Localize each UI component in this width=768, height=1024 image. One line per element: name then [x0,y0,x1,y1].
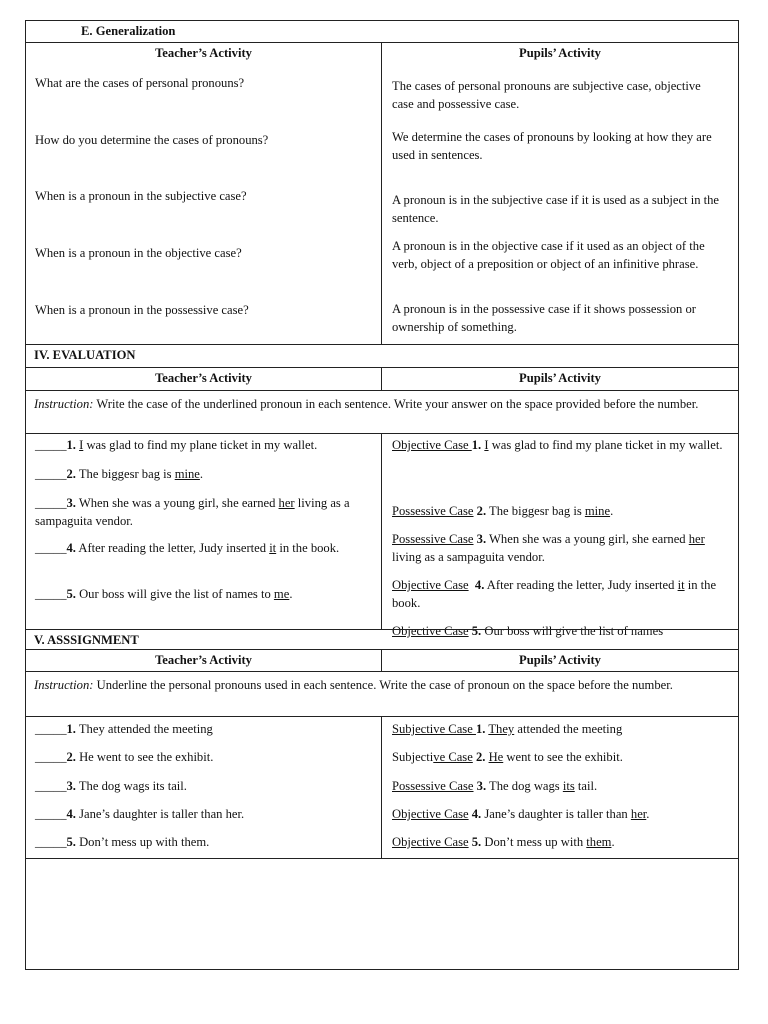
assignment-instruction [26,671,738,716]
evaluation-answers [382,434,738,638]
assign-question-4: _____4. Jane’s daughter is taller than her. [35,807,245,821]
assign-question-3: _____3. The dog wags its tail. [35,779,187,793]
instruction-label: Instruction: [34,678,94,692]
assign-answer-3: Possessive Case 3. The dog wags its tail. [392,779,598,793]
eval-answer-5: Objective Case 5. Our boss will give the list of names [392,624,664,638]
assignment-header-row [26,649,738,671]
assignment-items-row [26,716,738,859]
eval-question-1: _____1. I was glad to find my plane ticket in my wallet. [35,438,318,452]
teacher-activity-header: Teacher’s Activity [26,368,382,390]
assign-question-1: _____1. They attended the meeting [35,722,213,736]
answer-5: A pronoun is in the possessive case if it shows possession or ownership of something. [392,302,696,334]
question-1: What are the cases of personal pronouns? [35,76,245,90]
evaluation-title: IV. EVALUATION [26,344,738,367]
teacher-questions [26,66,382,344]
eval-answer-2: Possessive Case 2. The biggesr bag is mine. [392,504,614,518]
eval-answer-4: Objective Case 4. After reading the letter, Judy inserted it in the book. [392,578,717,610]
instruction-label: Instruction: [34,397,94,411]
pupils-answers [382,66,738,344]
eval-answer-3: Possessive Case 3. When she was a young girl, she earned her living as a sampaguita vendor. [392,532,705,564]
eval-question-5: _____5. Our boss will give the list of names to me. [35,587,293,601]
generalization-title: E. Generalization [81,24,176,38]
answer-3: A pronoun is in the subjective case if it is used as a subject in the sentence. [392,193,720,225]
assign-answer-4: Objective Case 4. Jane’s daughter is taller than her. [392,807,650,821]
generalization-qa-row [26,66,738,344]
question-2: How do you determine the cases of pronouns? [35,133,269,147]
pupils-activity-header: Pupils’ Activity [519,371,601,385]
answer-4: A pronoun is in the objective case if it used as an object of the verb, object of a preposition or object of an infinitive phrase. [392,239,705,271]
question-3: When is a pronoun in the subjective case? [35,189,247,203]
eval-answer-1: Objective Case 1. I was glad to find my plane ticket in my wallet. [392,438,723,452]
eval-question-2: _____2. The biggesr bag is mine. [35,467,204,481]
assignment-answers [382,717,738,858]
teacher-activity-header: Teacher’s Activity [26,650,382,671]
question-5: When is a pronoun in the possessive case? [35,303,249,317]
assign-answer-1: Subjective Case 1. They attended the meeting [392,722,623,736]
evaluation-questions [26,434,382,629]
instruction-text: Underline the personal pronouns used in each sentence. Write the case of pronoun on the space before the number. [93,678,673,692]
eval-question-4: _____4. After reading the letter, Judy inserted it in the book. [35,541,340,555]
evaluation-header-row [26,367,738,390]
assign-answer-2: Subjective Case 2. He went to see the exhibit. [392,750,623,764]
answer-2: We determine the cases of pronouns by looking at how they are used in sentences. [392,130,712,162]
pupils-activity-header: Pupils’ Activity [519,653,601,667]
evaluation-instruction [26,390,738,433]
assignment-title: V. ASSSIGNMENT [26,629,738,649]
evaluation-items-row [26,433,738,638]
assign-answer-5: Objective Case 5. Don’t mess up with them. [392,835,615,849]
teacher-activity-header: Teacher’s Activity [26,43,382,66]
eval-question-3: _____3. When she was a young girl, she earned her living as a sampaguita vendor. [35,496,350,528]
question-4: When is a pronoun in the objective case? [35,246,242,260]
assign-question-5: _____5. Don’t mess up with them. [35,835,210,849]
assignment-questions [26,717,382,858]
instruction-text: Write the case of the underlined pronoun in each sentence. Write your answer on the space provided before the number. [93,397,699,411]
answer-1: The cases of personal pronouns are subjective case, objective case and possessive case. [392,79,701,111]
generalization-header-row [26,42,738,66]
assign-question-2: _____2. He went to see the exhibit. [35,750,214,764]
empty-remarks-area [26,859,738,969]
pupils-activity-header: Pupils’ Activity [519,46,601,60]
lesson-plan-table [25,20,739,970]
